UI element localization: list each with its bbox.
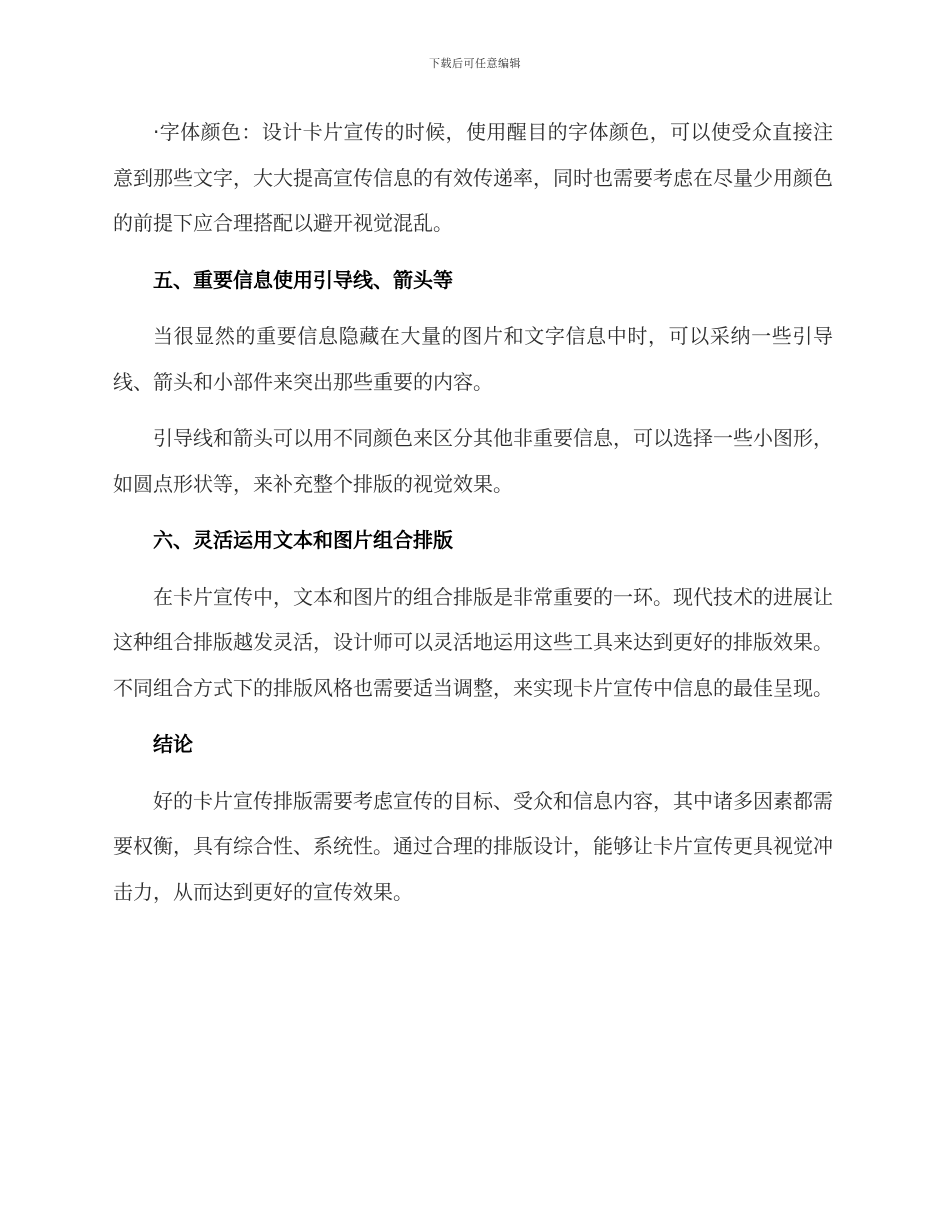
paragraph-conclusion: 好的卡片宣传排版需要考虑宣传的目标、受众和信息内容，其中诸多因素都需要权衡，具有综合性、系统性。通过合理的排版设计，能够让卡片宣传更具视觉冲击力，从而达到更好的宣传效果。: [113, 788, 833, 904]
paragraph-guides-colors: 引导线和箭头可以用不同颜色来区分其他非重要信息，可以选择一些小图形，如圆点形状等，来补充整个排版的视觉效果。: [113, 426, 833, 496]
paragraph-text-image-layout: 在卡片宣传中，文本和图片的组合排版是非常重要的一环。现代技术的进展让这种组合排版越发灵活，设计师可以灵活地运用这些工具来达到更好的排版效果。不同组合方式下的排版风格也需要适当调整，来实现卡片宣传中信息的最佳呈现。: [113, 584, 833, 700]
section-heading-5: 五、重要信息使用引导线、箭头等: [153, 267, 453, 292]
page-header: 下载后可任意编辑: [429, 57, 521, 70]
section-heading-conclusion: 结论: [153, 732, 193, 756]
paragraph-font-color: ·字体颜色：设计卡片宣传的时候，使用醒目的字体颜色，可以使受众直接注意到那些文字，大大提高宣传信息的有效传递率，同时也需要考虑在尽量少用颜色的前提下应合理搭配以避开视觉混乱。: [113, 120, 833, 235]
paragraph-guides-intro: 当很显然的重要信息隐藏在大量的图片和文字信息中时，可以采纳一些引导线、箭头和小部件来突出那些重要的内容。: [113, 324, 833, 394]
document-body: [113, 110, 833, 926]
section-heading-6: 六、灵活运用文本和图片组合排版: [153, 528, 453, 552]
